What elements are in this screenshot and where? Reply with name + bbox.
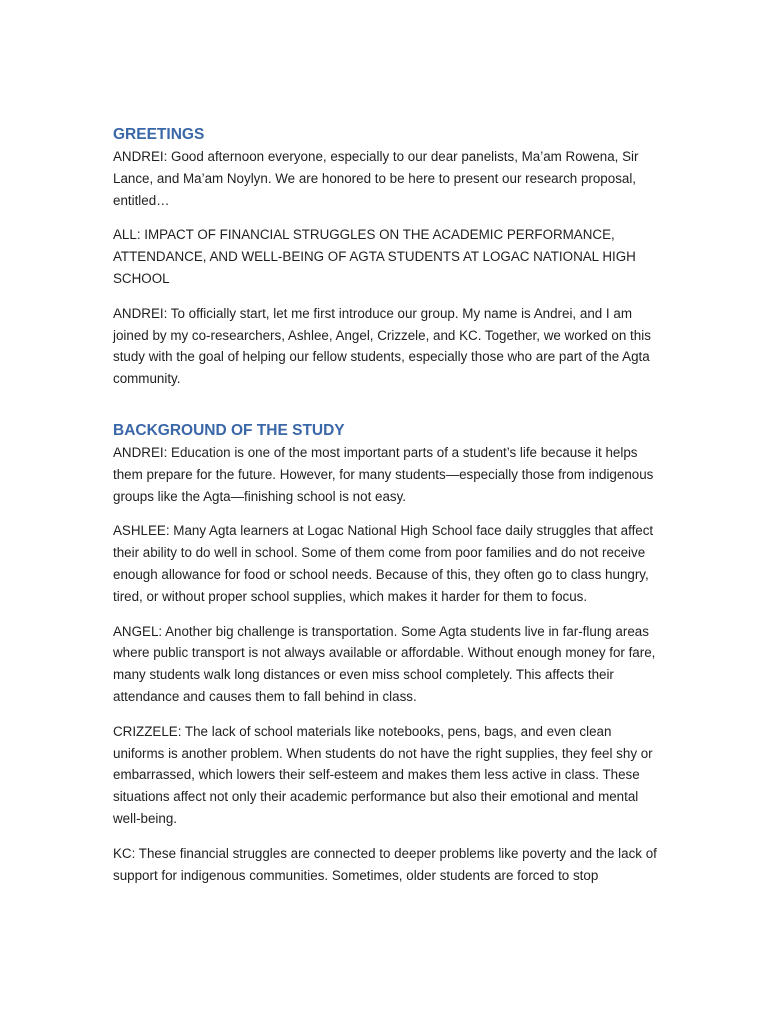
paragraph: ANGEL: Another big challenge is transportation. Some Agta students live in far-flung areas where public transport is not always available or affordable. Without enough money for fare, many students walk long distances or even miss school completely. This affects their attendance and causes them to fall behind in class. bbox=[113, 623, 656, 704]
paragraph: ANDREI: To officially start, let me first introduce our group. My name is Andrei, and I am joined by my co-researchers, Ashlee, Angel, Crizzele, and KC. Together, we worked on this study with the goal of helping our fellow students, especially those who are part of the Agta community. bbox=[113, 305, 651, 387]
paragraph: CRIZZELE: The lack of school materials like notebooks, pens, bags, and even clean uniforms is another problem. When students do not have the right supplies, they feel shy or embarrassed, which lowers their self-esteem and makes them less active in class. These situations affect not only their academic performance but also their emotional and mental well-being. bbox=[113, 723, 653, 826]
document-body bbox=[113, 124, 658, 899]
section-heading-background: BACKGROUND OF THE STUDY bbox=[113, 421, 345, 439]
paragraph: ANDREI: Education is one of the most important parts of a student’s life because it helps them prepare for the future. However, for many students—especially those from indigenous groups like the Agta—finishing school is not easy. bbox=[113, 444, 654, 504]
paragraph: KC: These financial struggles are connected to deeper problems like poverty and the lack of support for indigenous communities. Sometimes, older students are forced to stop bbox=[113, 845, 657, 883]
paragraph: ANDREI: Good afternoon everyone, especially to our dear panelists, Ma’am Rowena, Sir Lance, and Ma’am Noylyn. We are honored to be here to present our research proposal, entitled… bbox=[113, 149, 639, 208]
paragraph: ASHLEE: Many Agta learners at Logac National High School face daily struggles that affect their ability to do well in school. Some of them come from poor families and do not receive enough allowance for food or school needs. Because of this, they often go to class hungry, tired, or without proper school supplies, which makes it harder for them to focus. bbox=[113, 523, 654, 604]
section-heading-greetings: GREETINGS bbox=[113, 126, 205, 143]
paragraph: ALL: IMPACT OF FINANCIAL STRUGGLES ON THE ACADEMIC PERFORMANCE, ATTENDANCE, AND WELL-BEING OF AGTA STUDENTS AT LOGAC NATIONAL HIGH SCHOOL bbox=[113, 227, 636, 286]
